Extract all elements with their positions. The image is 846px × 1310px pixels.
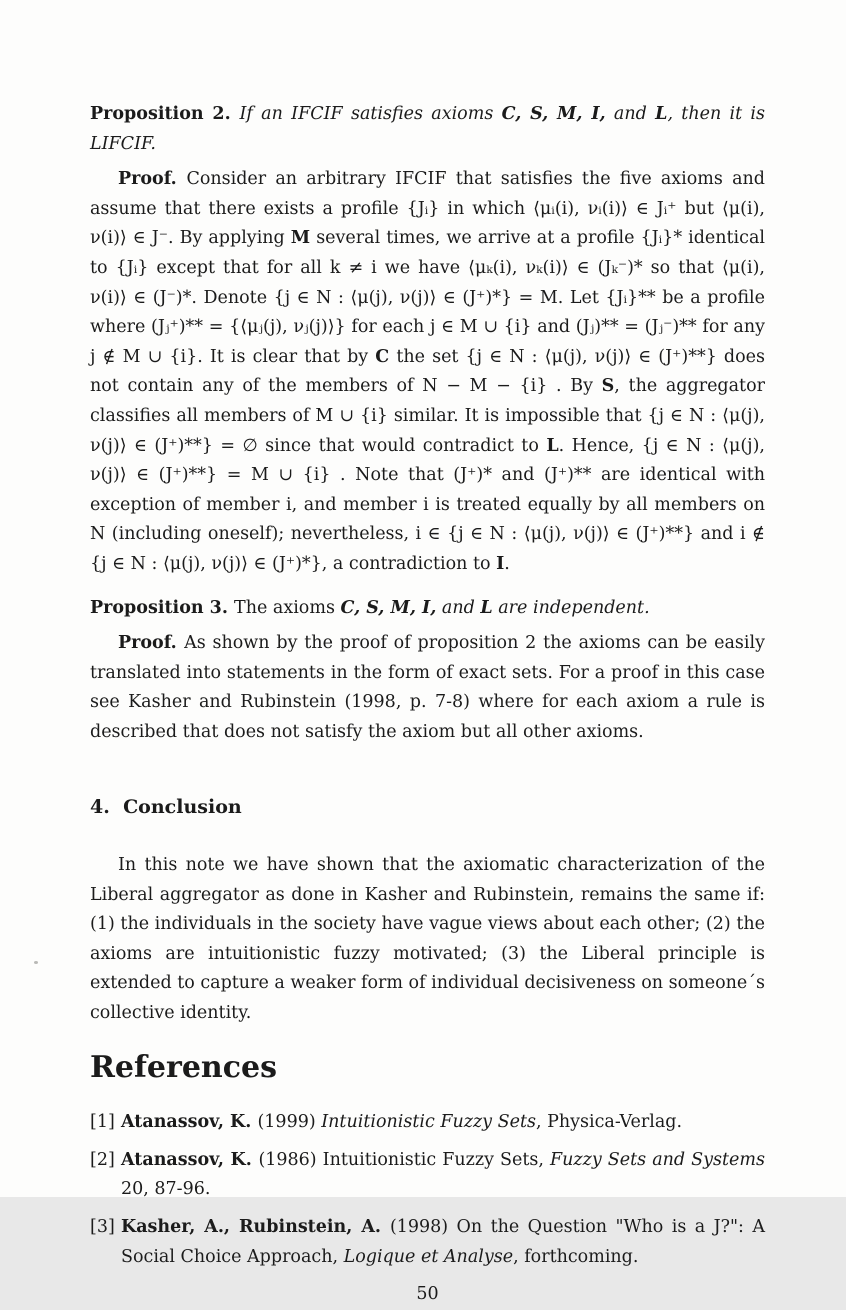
proposition-3: Proposition 3. The axioms C, S, M, I, and L are independent. <box>90 597 650 618</box>
reference-item-3 <box>90 1213 765 1272</box>
page-number: 50 <box>416 1284 439 1305</box>
reference-label: [2] <box>90 1149 115 1170</box>
section-heading-conclusion: 4. Conclusion <box>90 796 242 819</box>
scan-speckle <box>34 961 38 964</box>
reference-text: Atanassov, K. (1986) Intuitionistic Fuzzy Sets, Fuzzy Sets and Systems 20, 87-96. <box>121 1149 765 1200</box>
reference-label: [3] <box>90 1217 115 1237</box>
conclusion-paragraph: In this note we have shown that the axiomatic characterization of the Liberal aggregator as done in Kasher and Rubinstein, remains the same if: (1) the individuals in the society have vague views about each other; (2) the axioms are intuitionistic fuzzy motivated; (3) the Liberal principle is extended to capture a weaker form of individual decisiveness on someone´s collective identity. <box>90 855 766 1024</box>
reference-text: Atanassov, K. (1999) Intuitionistic Fuzzy Sets, Physica-Verlag. <box>121 1112 683 1133</box>
reference-item-1 <box>90 1108 765 1138</box>
proof-2-paragraph: Proof. Consider an arbitrary IFCIF that satisfies the five axioms and assume that there exists a profile {Jᵢ} in which ⟨μᵢ(i), νᵢ(i)⟩ ∈ Jᵢ⁺ but ⟨μ(i), ν(i)⟩ ∈ J⁻. By applying M several times, we arrive at a profile {Jᵢ}* identical to {Jᵢ} except that for all k ≠ i we have ⟨μₖ(i), νₖ(i)⟩ ∈ (Jₖ⁻)* so that ⟨μ(i), ν(i)⟩ ∈ (J⁻)*. Denote {j ∈ N : ⟨μ(j), ν(j)⟩ ∈ (J⁺)*} = M. Let {Jᵢ}** be a profile where (Jⱼ⁺)** = {⟨μⱼ(j), νⱼ(j)⟩} for each j ∈ M ∪ {i} and (Jⱼ)** = (Jⱼ⁻)** for any j ∉ M ∪ {i}. It is clear that by C the set {j ∈ N : ⟨μ(j), ν(j)⟩ ∈ (J⁺)**} does not contain any of the members of N − M − {i} . By S, the aggregator classifies all members of M ∪ {i} similar. It is impossible that {j ∈ N : ⟨μ(j), ν(j)⟩ ∈ (J⁺)**} = ∅ since that would contradict to L. Hence, {j ∈ N : ⟨μ(j), ν(j)⟩ ∈ (J⁺)**} = M ∪ {i} . Note that (J⁺)* and (J⁺)** are identical with exception of member i, and member i is treated equally by all members on N (including oneself); nevertheless, i ∈ {j ∈ N : ⟨μ(j), ν(j)⟩ ∈ (J⁺)**} and i ∉ {j ∈ N : ⟨μ(j), ν(j)⟩ ∈ (J⁺)*}, a contradiction to I. <box>90 169 766 574</box>
reference-text: Kasher, A., Rubinstein, A. (1998) On the Question "Who is a J?": A Social Choice Approach, Logique et Analyse, forthcoming. <box>121 1217 765 1267</box>
proof-3-paragraph: Proof. As shown by the proof of proposition 2 the axioms can be easily translated into statements in the form of exact sets. For a proof in this case see Kasher and Rubinstein (1998, p. 7-8) where for each axiom a rule is described that does not satisfy the axiom but all other axioms. <box>90 633 765 742</box>
proposition-2: Proposition 2. If an IFCIF satisfies axioms C, S, M, I, and L, then it is LIFCIF. <box>90 104 766 154</box>
reference-item-2 <box>90 1146 765 1205</box>
reference-label: [1] <box>90 1112 115 1133</box>
references-heading: References <box>90 1049 277 1085</box>
